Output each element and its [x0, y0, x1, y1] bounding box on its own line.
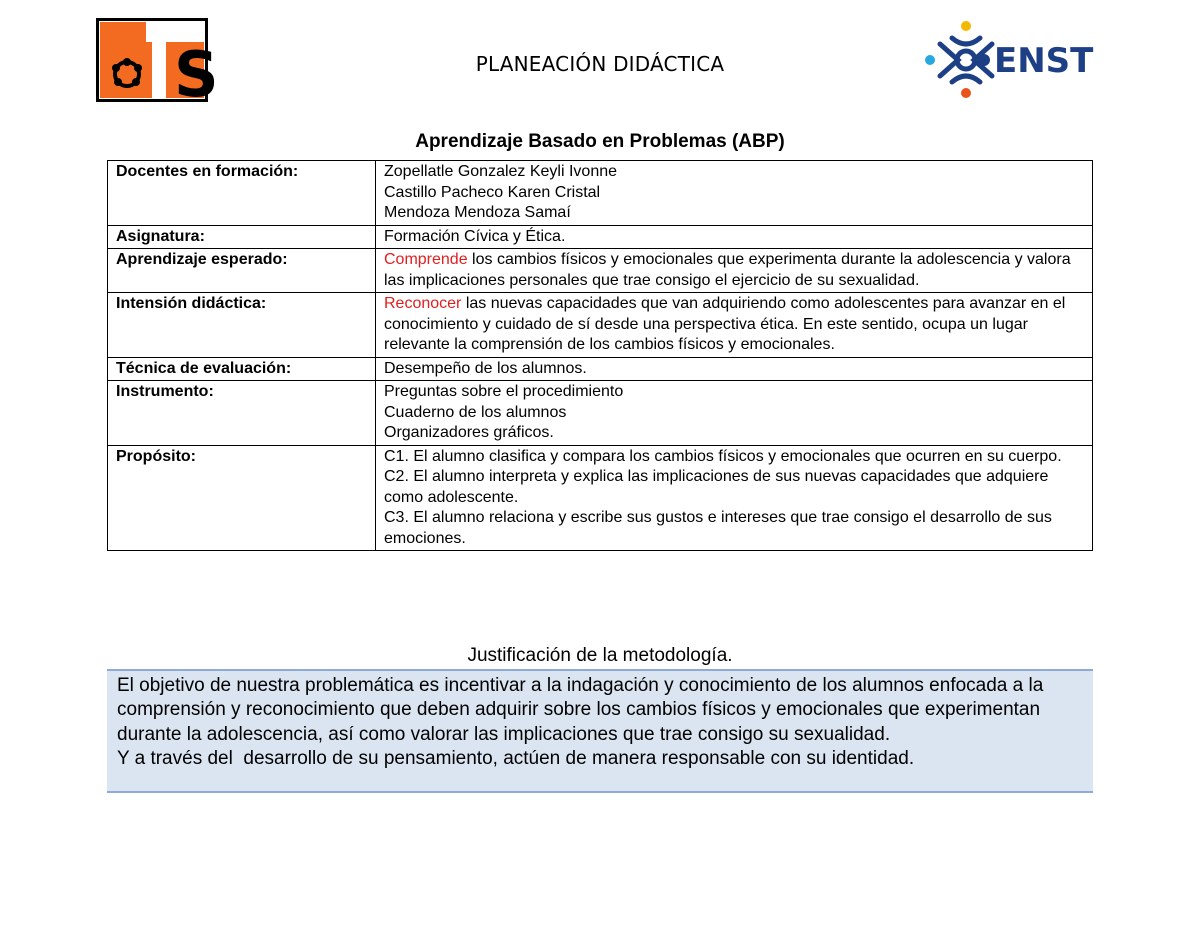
row-value: Formación Cívica y Ética. — [376, 225, 1093, 249]
purpose-item: C3. El alumno relaciona y escribe sus gustos e intereses que trae consigo el desarrollo de sus emociones. — [384, 509, 1052, 547]
row-value — [376, 445, 1093, 551]
table-row — [108, 293, 1093, 358]
document-title: PLANEACIÓN DIDÁCTICA — [475, 52, 725, 76]
row-value-text: los cambios físicos y emocionales que experimenta durante la adolescencia y valora las implicaciones personales que trae consigo el ejercicio de su sexualidad. — [384, 251, 1071, 289]
teacher-name: Mendoza Mendoza Samaí — [384, 204, 571, 221]
row-value — [376, 381, 1093, 446]
enst-logo-text: ENST — [994, 41, 1094, 81]
justification-paragraph: Y a través del desarrollo de su pensamiento, actúen de manera responsable con su identidad. — [117, 748, 915, 770]
table-row — [108, 161, 1093, 226]
row-value: Desempeño de los alumnos. — [376, 357, 1093, 381]
row-value — [376, 249, 1093, 293]
purpose-item: C2. El alumno interpreta y explica las implicaciones de sus nuevas capacidades que adquiere como adolescente. — [384, 468, 1049, 506]
row-label: Propósito: — [108, 445, 376, 551]
highlight-verb: Reconocer — [384, 295, 462, 312]
row-value-text: las nuevas capacidades que van adquiriendo como adolescentes para avanzar en el conocimiento y cuidado de sí desde una perspectiva ética. En este sentido, ocupa un lugar relevante la comprensión de los cambios físicos y emocionales. — [384, 295, 1066, 353]
ts-logo-letters: S — [174, 38, 219, 111]
row-label: Asignatura: — [108, 225, 376, 249]
justification-paragraph: El objetivo de nuestra problemática es incentivar a la indagación y conocimiento de los alumnos enfocada a la comprensión y reconocimiento que deben adquirir sobre los cambios físicos y emocionales que experimentan durante la adolescencia, así como valorar las implicaciones que trae consigo su sexualidad. — [117, 675, 1044, 745]
row-label: Docentes en formación: — [108, 161, 376, 226]
planning-table — [107, 160, 1093, 551]
teacher-name: Castillo Pacheco Karen Cristal — [384, 183, 601, 201]
instrument-item: Organizadores gráficos. — [384, 424, 554, 441]
table-row — [108, 445, 1093, 551]
teacher-name: Zopellatle Gonzalez Keyli Ivonne — [384, 163, 618, 180]
highlight-verb: Comprende — [384, 251, 468, 268]
instrument-item: Preguntas sobre el procedimiento — [384, 383, 624, 400]
section-title: Aprendizaje Basado en Problemas (ABP) — [415, 131, 785, 152]
justification-title: Justificación de la metodología. — [467, 645, 733, 666]
row-label: Instrumento: — [108, 381, 376, 446]
purpose-item: C1. El alumno clasifica y compara los cambios físicos y emocionales que ocurren en su cuerpo. — [384, 447, 1062, 465]
justification-box — [107, 669, 1093, 793]
table-row — [108, 249, 1093, 293]
row-label: Intensión didáctica: — [108, 293, 376, 358]
instrument-item: Cuaderno de los alumnos — [384, 403, 567, 421]
row-label: Técnica de evaluación: — [108, 357, 376, 381]
table-row — [108, 225, 1093, 249]
table-row — [108, 381, 1093, 446]
row-label: Aprendizaje esperado: — [108, 249, 376, 293]
row-value — [376, 293, 1093, 358]
table-row — [108, 357, 1093, 381]
row-value — [376, 161, 1093, 226]
